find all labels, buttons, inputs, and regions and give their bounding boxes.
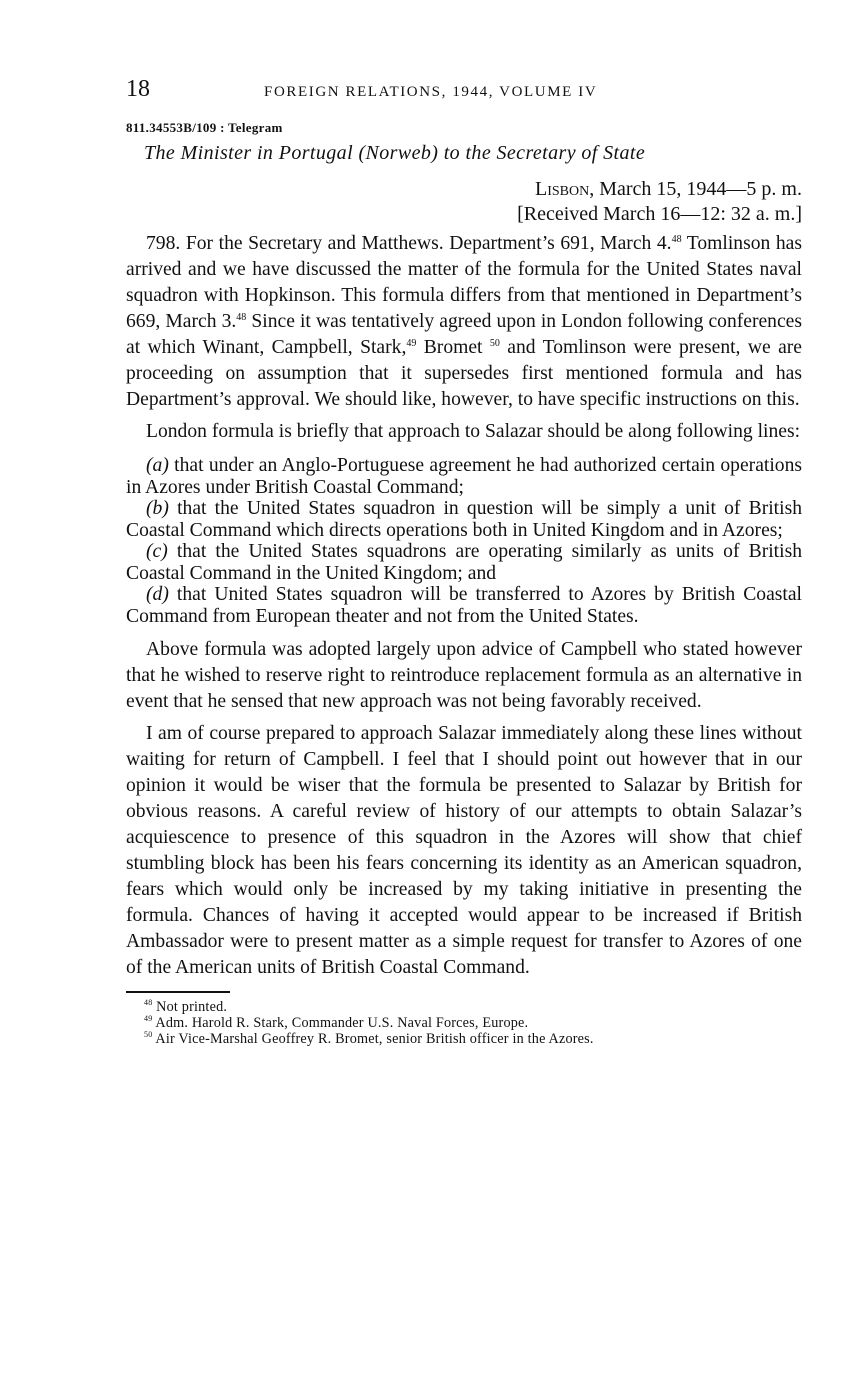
footnote-number: 49 bbox=[144, 1014, 153, 1023]
text-run: Tomlinson has arrived and we have discussed the matter of the formula for the United States naval squadron with Hopkinson. This formula differs from that mentioned in Department’s 669, March 3. bbox=[126, 233, 802, 332]
dateline bbox=[126, 177, 802, 227]
clause-text: that the United States squadron in question will be simply a unit of British Coastal Command which directs operations both in United Kingdom and in Azores; bbox=[126, 498, 802, 541]
paragraph-1 bbox=[126, 231, 802, 413]
clause-text: that under an Anglo-Portuguese agreement he had authorized certain operations in Azores under British Coastal Command; bbox=[126, 455, 802, 498]
page-number: 18 bbox=[126, 76, 150, 102]
date-sent bbox=[126, 177, 802, 202]
footnotes bbox=[126, 999, 802, 1047]
footnote-text: Adm. Harold R. Stark, Commander U.S. Naval Forces, Europe. bbox=[152, 1015, 529, 1031]
clause-text: that United States squadron will be transferred to Azores by British Coastal Command from European theater and not from the United States. bbox=[126, 584, 802, 627]
clause-a bbox=[126, 455, 802, 498]
clause-label: (a) bbox=[146, 455, 169, 476]
place-name: Lisbon bbox=[535, 178, 590, 200]
footnote-text: Not printed. bbox=[152, 999, 228, 1015]
footnote bbox=[126, 999, 802, 1015]
text-run: and Tomlinson were present, we are proceeding on assumption that it supersedes first mentioned formula and has Department’s approval. We should like, however, to have specific instructions on this. bbox=[126, 337, 802, 410]
date-received: [Received March 16—12: 32 a. m.] bbox=[517, 203, 802, 225]
footnote-number: 48 bbox=[144, 998, 153, 1007]
text-run: 798. For the Secretary and Matthews. Department’s 691, March 4. bbox=[146, 233, 672, 254]
clause-d bbox=[126, 584, 802, 627]
telegram-body bbox=[126, 231, 802, 981]
formula-clauses bbox=[126, 455, 802, 627]
running-head: FOREIGN RELATIONS, 1944, VOLUME IV bbox=[264, 84, 598, 100]
footnote bbox=[126, 1015, 802, 1031]
footnote-ref: 48 bbox=[236, 312, 247, 323]
date-text: , March 15, 1944—5 p. m. bbox=[589, 178, 802, 200]
page-header bbox=[126, 76, 802, 106]
footnote bbox=[126, 1031, 802, 1047]
footnote-ref: 48 bbox=[671, 234, 682, 245]
footnote-ref: 49 bbox=[406, 338, 417, 349]
clause-c bbox=[126, 541, 802, 584]
paragraph-2: London formula is briefly that approach to Salazar should be along following lines: bbox=[146, 421, 801, 442]
text-run: Bromet bbox=[416, 337, 490, 358]
footnote-number: 50 bbox=[144, 1030, 153, 1039]
clause-text: that the United States squadrons are operating similarly as units of British Coastal Command in the United Kingdom; and bbox=[126, 541, 802, 584]
document-page bbox=[126, 76, 802, 1047]
clause-label: (b) bbox=[146, 498, 169, 519]
clause-label: (c) bbox=[146, 541, 168, 562]
document-reference: 811.34553B/109 : Telegram bbox=[126, 120, 283, 135]
paragraph-4: I am of course prepared to approach Salazar immediately along these lines without waiting for return of Campbell. I feel that I should point out however that in our opinion it would be wiser that the formula be presented to Salazar by British for obvious reasons. A careful review of history of our attempts to obtain Salazar’s acquiescence to presence of this squadron in the Azores will show that chief stumbling block has been his fears concerning its identity as an American squadron, fears which would only be increased by my taking initiative in presenting the formula. Chances of having it accepted would appear to be increased if British Ambassador were to present matter as a simple request for transfer to Azores of one of the American units of British Coastal Command. bbox=[126, 723, 802, 978]
document-title: The Minister in Portugal (Norweb) to the Secretary of State bbox=[144, 142, 646, 164]
text-run: Since it was tentatively agreed upon in London following conferences at which Winant, Campbell, Stark, bbox=[126, 311, 802, 358]
paragraph-3: Above formula was adopted largely upon advice of Campbell who stated however that he wished to reserve right to reintroduce replacement formula as an alternative in event that he sensed that new approach was not being favorably received. bbox=[126, 639, 802, 712]
footnote-text: Air Vice-Marshal Geoffrey R. Bromet, senior British officer in the Azores. bbox=[152, 1031, 594, 1047]
clause-label: (d) bbox=[146, 584, 169, 605]
footnote-ref: 50 bbox=[489, 338, 500, 349]
clause-b bbox=[126, 498, 802, 541]
footnote-divider bbox=[126, 991, 230, 993]
